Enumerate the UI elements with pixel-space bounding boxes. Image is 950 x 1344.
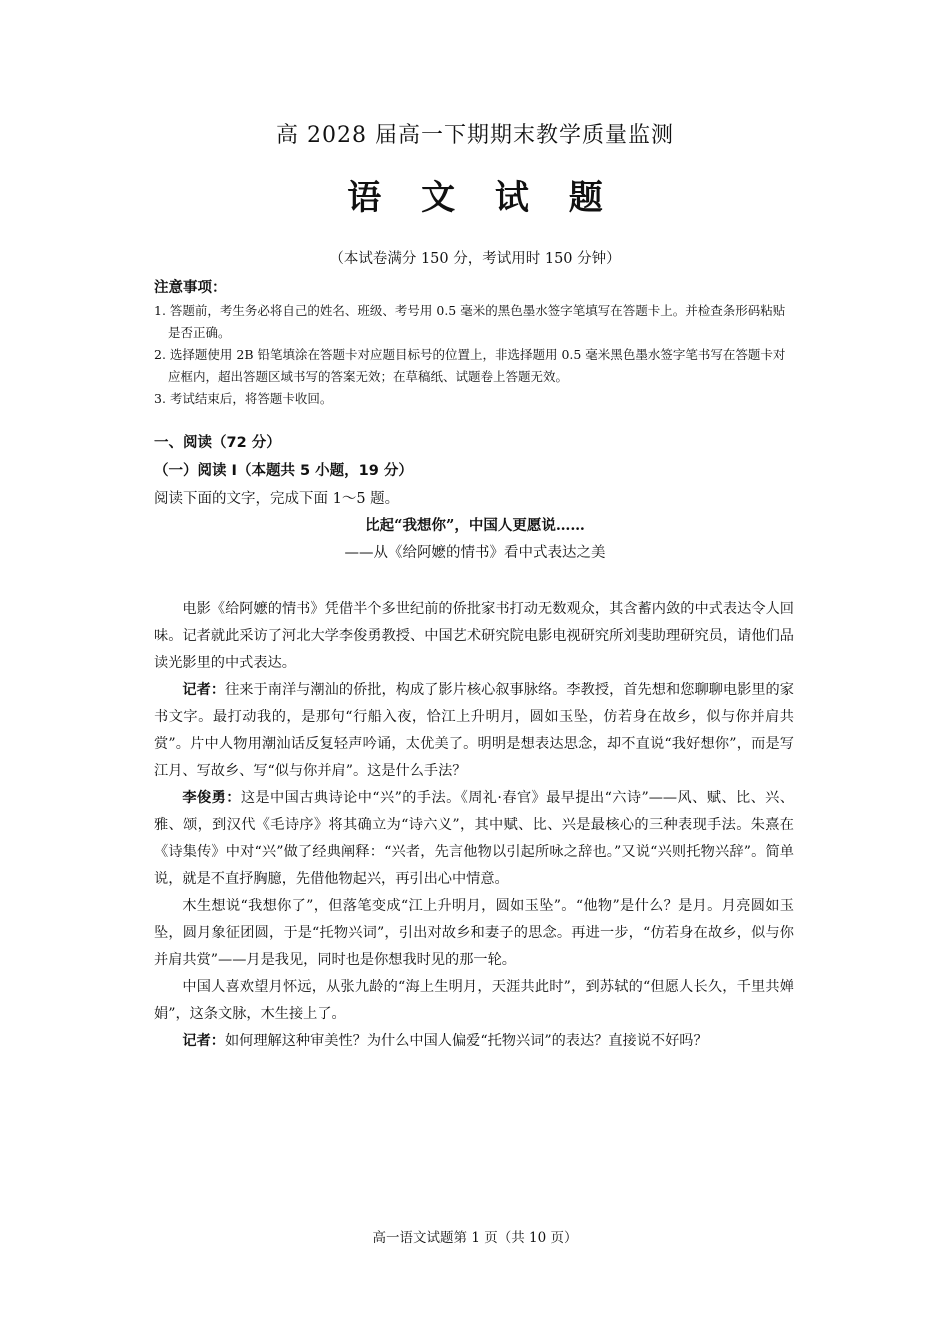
paragraph-text: 如何理解这种审美性？为什么中国人偏爱“托物兴词”的表达？直接说不好吗？ — [224, 1033, 708, 1049]
article-subtitle: ——从《给阿嬷的情书》看中式表达之美 — [344, 545, 606, 561]
speaker-label: 李俊勇： — [182, 790, 241, 806]
article-title: 比起“我想你”，中国人更愿说…… — [365, 517, 585, 534]
article-body — [154, 596, 794, 1055]
paragraph-text: 这是中国古典诗论中“兴”的手法。《周礼·春官》最早提出“六诗”——风、赋、比、兴、雅、颂，到汉代《毛诗序》将其确立为“诗六义”，其中赋、比、兴是最核心的三种表现手法。朱熹在《诗集传》中对“兴”做了经典阐释：“兴者，先言他物以引起所咏之辞也。”又说“兴则托物兴辞”。简单说，就是不直抒胸臆，先借他物起兴，再引出心中情意。 — [154, 790, 794, 887]
exam-info: （本试卷满分 150 分，考试用时 150 分钟） — [329, 251, 621, 267]
article-paragraph — [154, 596, 794, 677]
paragraph-text: 电影《给阿嬷的情书》凭借半个多世纪前的侨批家书打动无数观众，其含蓄内敛的中式表达令人回味。记者就此采访了河北大学李俊勇教授、中国艺术研究院电影电视研究所刘斐助理研究员，请他们品读光影里的中式表达。 — [154, 601, 794, 671]
exam-title: 高 2028 届高一下期期末教学质量监测 — [276, 123, 674, 148]
article-paragraph — [154, 785, 794, 893]
page-footer: 高一语文试题第 1 页（共 10 页） — [372, 1230, 578, 1246]
section-heading: 一、阅读（72 分） — [154, 435, 281, 451]
notice-item: 3. 考试结束后，将答题卡收回。 — [154, 391, 333, 406]
notice-list — [154, 300, 794, 410]
notice-item: 2. 选择题使用 2B 铅笔填涂在答题卡对应题目标号的位置上，非选择题用 0.5 毫米黑色墨水签字笔书写在答题卡对应框内，超出答题区域书写的答案无效；在草稿纸、试题卷上答题无效。 — [154, 347, 786, 384]
paragraph-text: 往来于南洋与潮汕的侨批，构成了影片核心叙事脉络。李教授，首先想和您聊聊电影里的家书文字。最打动我的，是那句“行船入夜，恰江上升明月，圆如玉坠，仿若身在故乡，似与你并肩共赏”。片中人物用潮汕话反复轻声吟诵，太优美了。明明是想表达思念，却不直说“我好想你”，而是写江月、写故乡、写“似与你并肩”。这是什么手法？ — [154, 682, 794, 779]
article-paragraph — [154, 677, 794, 785]
paragraph-text: 木生想说“我想你了”，但落笔变成“江上升明月，圆如玉坠”。“他物”是什么？是月。月亮圆如玉坠，圆月象征团圆，于是“托物兴词”，引出对故乡和妻子的思念。再进一步，“仿若身在故乡，似与你并肩共赏”——月是我见，同时也是你想我时见的那一轮。 — [154, 898, 794, 968]
speaker-label: 记者： — [182, 682, 226, 698]
article-paragraph — [154, 974, 794, 1028]
reading-instruction: 阅读下面的文字，完成下面 1～5 题。 — [154, 491, 400, 507]
notice-item: 1. 答题前，考生务必将自己的姓名、班级、考号用 0.5 毫米的黑色墨水签字笔填写在答题卡上。并检查条形码粘贴是否正确。 — [154, 303, 786, 340]
article-paragraph — [154, 1028, 794, 1055]
speaker-label: 记者： — [182, 1033, 225, 1049]
paragraph-text: 中国人喜欢望月怀远，从张九龄的“海上生明月，天涯共此时”，到苏轼的“但愿人长久，千里共婵娟”，这条文脉，木生接上了。 — [154, 979, 794, 1022]
notice-heading: 注意事项： — [154, 280, 227, 296]
article-paragraph — [154, 893, 794, 974]
subject-title: 语 文 试 题 — [347, 178, 617, 218]
section-sub-heading: （一）阅读 I（本题共 5 小题，19 分） — [154, 463, 413, 479]
